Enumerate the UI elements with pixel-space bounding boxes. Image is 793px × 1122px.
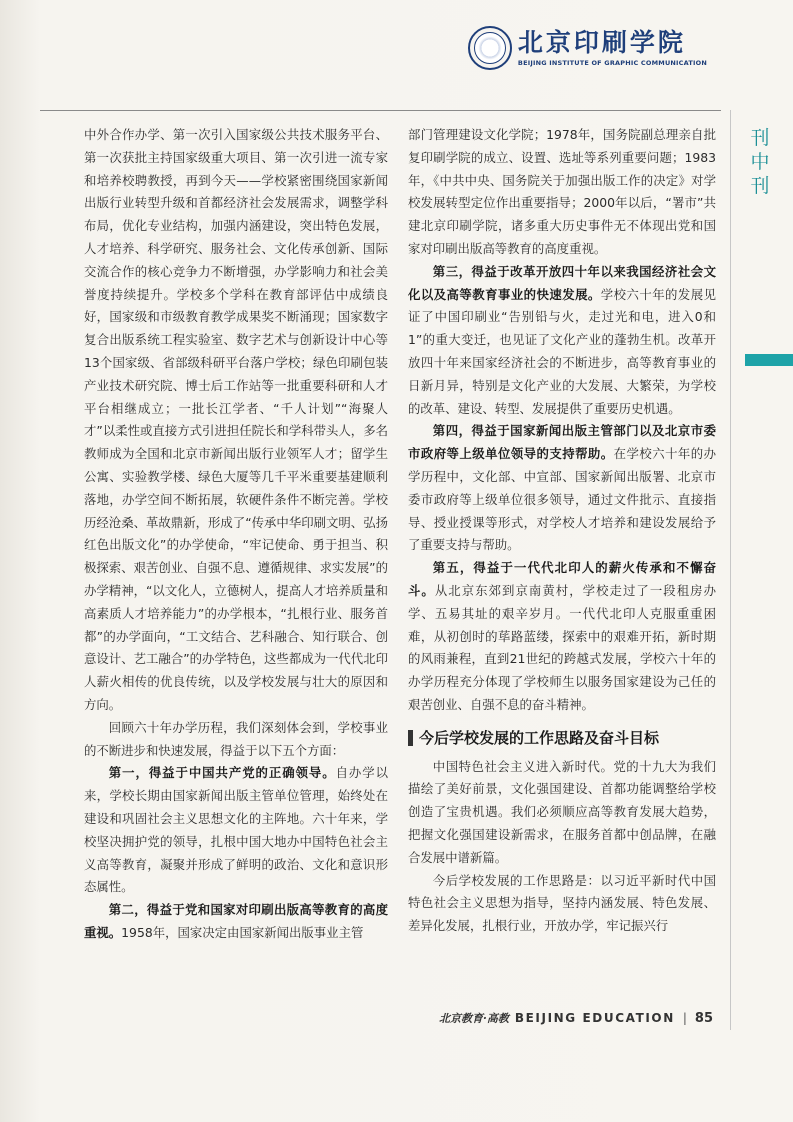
section-marker-icon xyxy=(408,730,413,746)
right-column xyxy=(408,124,716,938)
section-title: 今后学校发展的工作思路及奋斗目标 xyxy=(419,728,660,747)
school-logo xyxy=(468,26,707,70)
paragraph-body: 从北京东郊到京南黄村，学校走过了一段租房办学、五易其址的艰辛岁月。一代代北印人克服重重困难，从初创时的荜路蓝缕，探索中的艰难开拓，新时期的风雨兼程，直到21世纪的跨越式发展，学校六十年的办学历程充分体现了学校师生以服务国家建设为己任的艰苦创业、自强不息的奋斗精神。 xyxy=(408,582,717,712)
school-seal-icon xyxy=(468,26,512,70)
paragraph xyxy=(408,261,716,421)
paragraph-lead: 第五，得益于一代代北印人的薪火传承和不懈奋斗。 xyxy=(408,560,716,598)
paragraph xyxy=(84,899,388,945)
paragraph xyxy=(408,420,716,557)
publication-name: 北京教育·高教 xyxy=(439,1012,509,1025)
side-section-tab: 刊中刊 xyxy=(750,127,770,197)
paragraph-body: 在学校六十年的办学历程中，文化部、中宣部、国家新闻出版署、北京市委市政府等上级单位很多领导，通过文件批示、直接指导、授业授课等形式，对学校人才培养和建设发展给予了重要支持与帮助。 xyxy=(408,446,717,553)
paragraph-lead: 第二，得益于党和国家对印刷出版高等教育的高度重视。 xyxy=(84,902,388,940)
page-number: 85 xyxy=(694,1010,713,1026)
paragraph-body: 学校六十年的发展见证了中国印刷业“告别铅与火，走过光和电，进入0和1”的重大变迁，也见证了文化产业的蓬勃生机。改革开放四十年来国家经济社会的不断进步，高等教育事业的日新月异，特别是文化产业的大发展、大繁荣，为学校的改革、建设、转型、发展提供了重要历史机遇。 xyxy=(408,286,717,416)
logo-chinese-name: 北京印刷学院 xyxy=(517,28,686,57)
header-divider xyxy=(40,110,721,111)
paragraph-body: 1958年，国家决定由国家新闻出版事业主管 xyxy=(121,924,364,940)
section-heading xyxy=(408,727,716,750)
paragraph: 中外合作办学、第一次引入国家级公共技术服务平台、第一次获批主持国家级重大项目、第一次引进一流专家和培养校聘教授，再到今天——学校紧密围绕国家新闻出版行业转型升级和首都经济社会发展需求，调整学科布局，优化专业结构，加强内涵建设，突出特色发展，人才培养、科学研究、服务社会、文化传承创新、国际交流合作的核心竞争力不断增强，办学影响力和社会美誉度持续提升。学校多个学科在教育部评估中成绩良好，国家级和市级教育教学成果奖不断涌现；国家数字复合出版系统工程实验室、数字艺术与创新设计中心等13个国家级、省部级科研平台落户学校；绿色印刷包装产业技术研究院、博士后工作站等一批重要科研和人才平台相继成立；一批长江学者、“千人计划”“海聚人才”以柔性或直接方式引进担任院长和学科带头人，多名教师成为全国和北京市新闻出版行业领军人才；留学生公寓、实验教学楼、绿色大厦等几千平米重要基建顺利落地，办学空间不断拓展，软硬件条件不断完善。学校历经沧桑、革故鼎新，形成了“传承中华印刷文明、弘扬红色出版文化”的办学使命，“牢记使命、勇于担当、积极探索、艰苦创业、自强不息、遵循规律、求实发展”的办学精神，“以文化人，立德树人，提高人才培养质量和高素质人才培养能力”的办学根本，“扎根行业、服务首都”的办学面向，“工文结合、艺科融合、知行联合、创意设计、艺工融合”的办学特色，这些都成为一代代北印人薪火相传的优良传统，以及学校发展与壮大的原因和方向。 xyxy=(84,127,388,712)
left-column xyxy=(84,124,388,945)
paragraph xyxy=(408,557,716,717)
paragraph: 部门管理建设文化学院；1978年，国务院副总理亲自批复印刷学院的成立、设置、选址等系列重要问题；1983年，《中共中央、国务院关于加强出版工作的决定》对学校发展转型定位作出重要指导；2000年以后，“署市”共建北京印刷学院，诸多重大历史事件无不体现出党和国家对印刷出版高等教育的高度重视。 xyxy=(408,127,716,256)
footer-separator: | xyxy=(682,1011,687,1025)
paragraph-lead: 第四，得益于国家新闻出版主管部门以及北京市委市政府等上级单位领导的支持帮助。 xyxy=(408,423,716,462)
paragraph xyxy=(84,762,388,899)
paragraph: 今后学校发展的工作思路是：以习近平新时代中国特色社会主义思想为指导，坚持内涵发展、特色发展、差异化发展，扎根行业，开放办学，牢记振兴行 xyxy=(408,872,716,934)
paragraph-lead: 第三，得益于改革开放四十年以来我国经济社会文化以及高等教育事业的快速发展。 xyxy=(408,263,716,302)
paragraph: 回顾六十年办学历程，我们深刻体会到，学校事业的不断进步和快速发展，得益于以下五个方面： xyxy=(84,719,388,758)
paragraph-body: 自办学以来，学校长期由国家新闻出版主管单位管理，始终处在建设和巩固社会主义思想文化的主阵地。六十年来，学校坚决拥护党的领导，扎根中国大地办中国特色社会主义高等教育，凝聚并形成了鲜明的政治、文化和意识形态属性。 xyxy=(84,765,389,895)
side-divider xyxy=(730,110,731,1030)
paragraph: 中国特色社会主义进入新时代。党的十九大为我们描绘了美好前景，文化强国建设、首都功能调整给学校创造了宝贵机遇。我们必须顺应高等教育发展大趋势，把握文化强国建设新需求，在服务首都中创品牌，在融合发展中谱新篇。 xyxy=(408,758,716,865)
publication-english: BEIJING EDUCATION xyxy=(514,1011,675,1025)
paragraph-lead: 第一，得益于中国共产党的正确领导。 xyxy=(108,765,336,781)
side-accent-bar xyxy=(745,354,793,366)
page-footer xyxy=(439,1010,713,1026)
logo-english-name: BEIJING INSTITUTE OF GRAPHIC COMMUNICATION xyxy=(517,59,707,67)
